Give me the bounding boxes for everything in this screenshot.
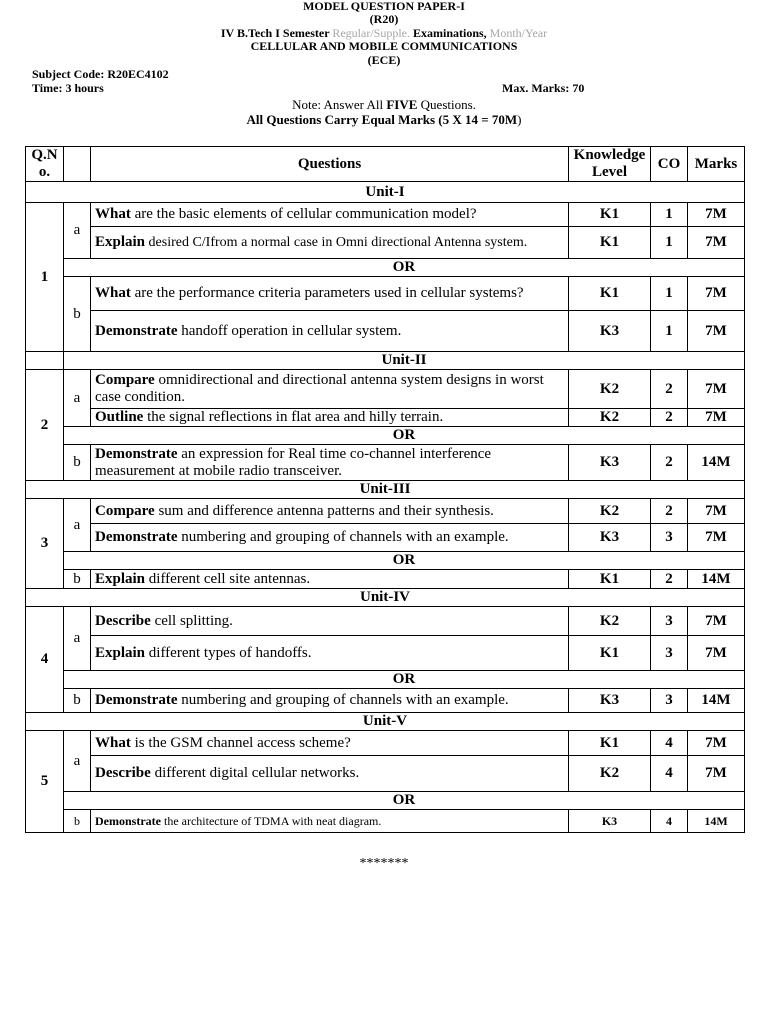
question-number: 3 [26, 499, 64, 589]
subject-code: Subject Code: R20EC4102 [32, 67, 169, 81]
question-row [26, 409, 745, 427]
question-text: What is the GSM channel access scheme? [91, 731, 569, 756]
knowledge-level: K1 [569, 731, 651, 756]
question-text: Describe cell splitting. [91, 607, 569, 636]
co-value: 1 [651, 227, 688, 259]
part-label: b [64, 689, 91, 713]
marks-value: 14M [688, 689, 745, 713]
exam-type: Regular/Supple. [332, 26, 410, 40]
question-row [26, 524, 745, 552]
question-text: Compare sum and difference antenna patterns and their synthesis. [91, 499, 569, 524]
co-value: 3 [651, 636, 688, 671]
marks-value: 14M [688, 570, 745, 589]
marks-value: 7M [688, 227, 745, 259]
co-value: 3 [651, 607, 688, 636]
co-value: 2 [651, 370, 688, 409]
exam-mid: Examinations, [412, 26, 487, 40]
question-text: What are the performance criteria parameters used in cellular systems? [91, 277, 569, 311]
course-title: CELLULAR AND MOBILE COMMUNICATIONS [250, 39, 518, 53]
unit-heading: Unit-IV [26, 589, 745, 607]
question-row [26, 277, 745, 311]
exam-time: Time: 3 hours [32, 81, 104, 95]
marks-value: 7M [688, 370, 745, 409]
question-row [26, 570, 745, 589]
part-label: a [64, 607, 91, 671]
knowledge-level: K1 [569, 227, 651, 259]
or-divider: OR [64, 671, 745, 689]
co-header: CO [651, 147, 688, 182]
marks-value: 7M [688, 499, 745, 524]
marks-value: 14M [688, 445, 745, 481]
part-header [64, 147, 91, 182]
question-number: 2 [26, 370, 64, 481]
marks-value: 7M [688, 636, 745, 671]
note-suffix: Questions. [417, 97, 476, 112]
knowledge-level: K1 [569, 203, 651, 227]
co-value: 4 [651, 756, 688, 792]
paper-title: MODEL QUESTION PAPER-I [303, 0, 465, 13]
or-divider: OR [64, 792, 745, 810]
question-text: Explain desired C/Ifrom a normal case in Omni directional Antenna system. [91, 227, 569, 259]
question-row [26, 689, 745, 713]
knowledge-level: K2 [569, 607, 651, 636]
question-text: Explain different cell site antennas. [91, 570, 569, 589]
question-text: Describe different digital cellular networks. [91, 756, 569, 792]
unit-heading: Unit-V [26, 713, 745, 731]
co-value: 2 [651, 499, 688, 524]
unit-heading: Unit-III [26, 481, 745, 499]
co-value: 2 [651, 409, 688, 427]
regulation: (R20) [369, 12, 399, 26]
question-number: 5 [26, 731, 64, 833]
question-table [25, 146, 745, 833]
knowledge-level: K2 [569, 409, 651, 427]
knowledge-level: K3 [569, 445, 651, 481]
question-row [26, 756, 745, 792]
question-row [26, 445, 745, 481]
knowledge-level: K1 [569, 636, 651, 671]
branch: (ECE) [367, 53, 401, 67]
unit-heading: Unit-II [64, 352, 745, 370]
marks-value: 7M [688, 311, 745, 352]
knowledge-level: K2 [569, 756, 651, 792]
marks-value: 7M [688, 607, 745, 636]
co-value: 1 [651, 203, 688, 227]
co-value: 2 [651, 445, 688, 481]
question-row [26, 203, 745, 227]
co-value: 1 [651, 311, 688, 352]
question-text: Demonstrate handoff operation in cellular system. [91, 311, 569, 352]
knowledge-level: K3 [569, 524, 651, 552]
knowledge-level: K3 [569, 689, 651, 713]
note-prefix: Note: Answer All [292, 97, 387, 112]
unit-heading: Unit-I [26, 182, 745, 203]
knowledge-level: K3 [569, 810, 651, 833]
question-text: Outline the signal reflections in flat area and hilly terrain. [91, 409, 569, 427]
note-line [0, 97, 768, 112]
note-count: FIVE [386, 97, 418, 112]
question-row [26, 810, 745, 833]
co-value: 3 [651, 524, 688, 552]
question-number: 1 [26, 203, 64, 352]
question-row [26, 370, 745, 409]
question-text: Explain different types of handoffs. [91, 636, 569, 671]
max-marks: Max. Marks: 70 [502, 81, 585, 95]
part-label: b [64, 445, 91, 481]
knowledge-level: K1 [569, 277, 651, 311]
or-divider: OR [64, 259, 745, 277]
or-divider: OR [64, 552, 745, 570]
marks-value: 7M [688, 409, 745, 427]
co-value: 2 [651, 570, 688, 589]
questions-header: Questions [91, 147, 569, 182]
marks-line [0, 112, 768, 127]
knowledge-level: K2 [569, 499, 651, 524]
part-label: a [64, 499, 91, 552]
marks-rule: All Questions Carry Equal Marks (5 X 14 = 70M [246, 112, 518, 127]
co-value: 4 [651, 810, 688, 833]
question-row [26, 607, 745, 636]
question-text: Compare omnidirectional and directional antenna system designs in worst case condition. [91, 370, 569, 409]
exam-date: Month/Year [489, 26, 548, 40]
exam-prefix: IV B.Tech I Semester [220, 26, 330, 40]
marks-value: 14M [688, 810, 745, 833]
or-divider: OR [64, 427, 745, 445]
co-value: 4 [651, 731, 688, 756]
unit-spacer [26, 352, 64, 370]
marks-value: 7M [688, 203, 745, 227]
knowledge-level: K1 [569, 570, 651, 589]
marks-header: Marks [688, 147, 745, 182]
part-label: b [64, 277, 91, 352]
part-label: a [64, 731, 91, 792]
marks-value: 7M [688, 731, 745, 756]
question-row [26, 311, 745, 352]
question-row [26, 731, 745, 756]
co-value: 1 [651, 277, 688, 311]
marks-value: 7M [688, 524, 745, 552]
question-number: 4 [26, 607, 64, 713]
marks-value: 7M [688, 756, 745, 792]
question-text: Demonstrate the architecture of TDMA with neat diagram. [91, 810, 569, 833]
end-marker: ******* [359, 856, 409, 871]
marks-value: 7M [688, 277, 745, 311]
knowledge-header: Knowledge Level [569, 147, 651, 182]
knowledge-level: K2 [569, 370, 651, 409]
qno-header: Q.N o. [26, 147, 64, 182]
question-row [26, 499, 745, 524]
part-label: b [64, 810, 91, 833]
knowledge-level: K3 [569, 311, 651, 352]
question-text: Demonstrate numbering and grouping of channels with an example. [91, 689, 569, 713]
question-text: Demonstrate numbering and grouping of channels with an example. [91, 524, 569, 552]
question-row [26, 227, 745, 259]
question-text: Demonstrate an expression for Real time co-channel interference measurement at mobile radio transceiver. [91, 445, 569, 481]
question-text: What are the basic elements of cellular communication model? [91, 203, 569, 227]
table-header-row [26, 147, 745, 182]
part-label: b [64, 570, 91, 589]
part-label: a [64, 203, 91, 259]
co-value: 3 [651, 689, 688, 713]
question-row [26, 636, 745, 671]
marks-rule-close: ) [517, 112, 522, 127]
part-label: a [64, 370, 91, 427]
